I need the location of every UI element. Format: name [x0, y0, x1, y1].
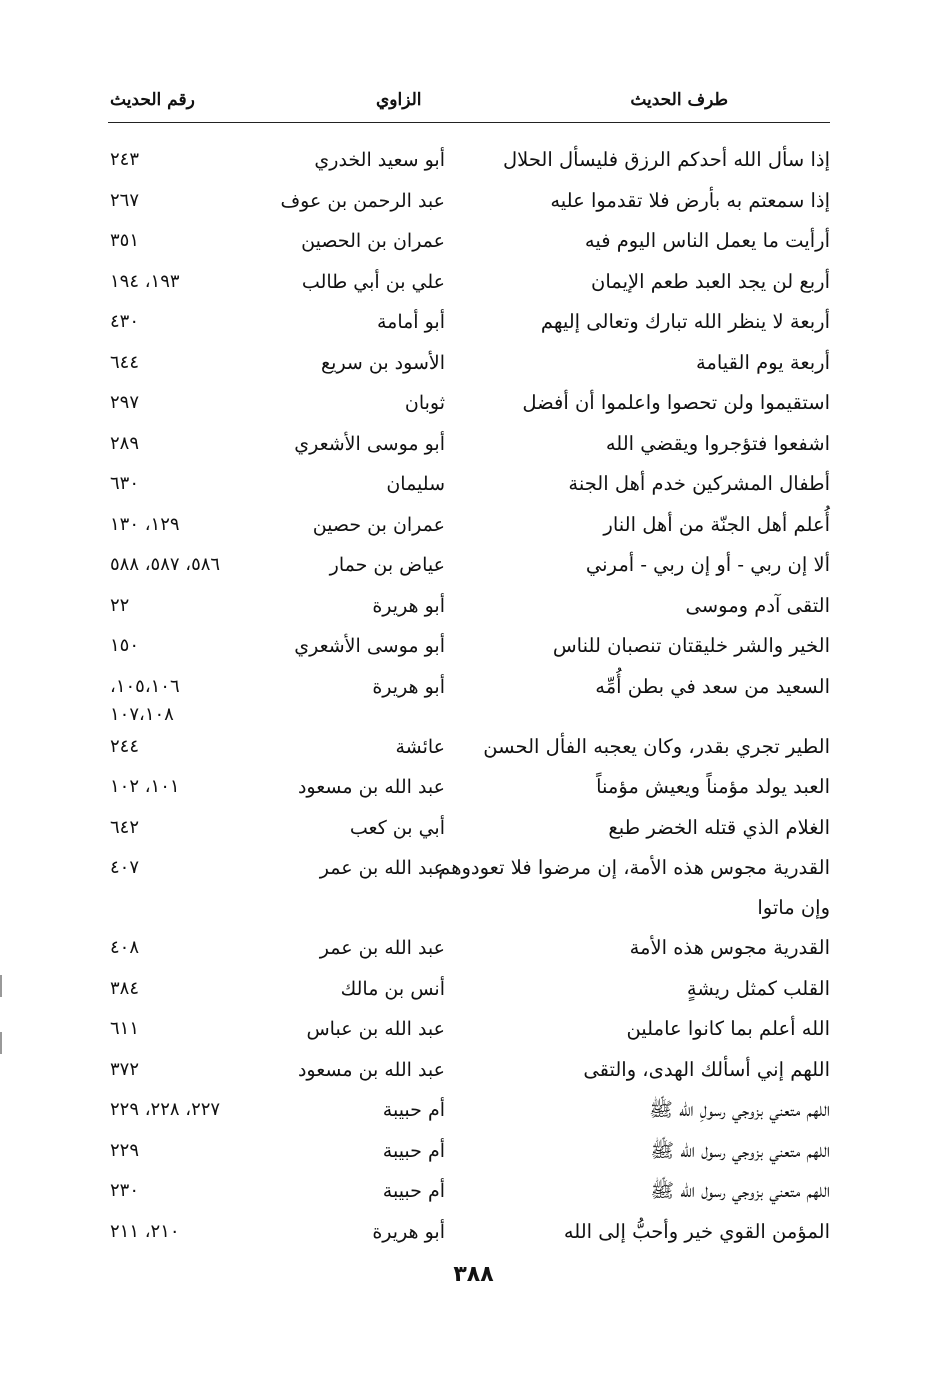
narrator-name: عبد الله بن مسعود [297, 1058, 445, 1081]
hadith-number: ٢٢٩ [110, 1139, 140, 1161]
hadith-text: أربعة يوم القيامة [695, 350, 830, 374]
narrator-name: أبو أمامة [376, 311, 445, 333]
table-row [108, 1090, 830, 1131]
table-row [108, 505, 830, 546]
table-row [108, 302, 830, 343]
hadith-text: المؤمن القوي خير وأحبُّ إلى الله [563, 1219, 830, 1243]
hadith-number: ١٩٣، ١٩٤ [110, 270, 180, 292]
narrator-name: عياض بن حمار [329, 554, 445, 576]
hadith-number: ٢٢ [110, 594, 130, 616]
scan-edge-mark [0, 975, 2, 997]
narrator-name: عبد الله بن عباس [306, 1018, 445, 1040]
hadith-number: ٤٣٠ [110, 311, 140, 332]
header-hadith: طرف الحديث [630, 90, 728, 110]
hadith-text: الطير تجري بقدر، وكان يعجبه الفأل الحسن [483, 734, 830, 758]
table-row [108, 1131, 830, 1172]
narrator-name: أبي بن كعب [349, 816, 445, 839]
hadith-number: ٢٤٣ [110, 149, 140, 170]
narrator-name: أبو موسى الأشعري [294, 432, 445, 455]
narrator-name: علي بن أبي طالب [301, 270, 445, 293]
hadith-number: ٦١١ [110, 1018, 140, 1039]
hadith-number: ٢٨٩ [110, 432, 140, 454]
hadith-text: أربع لن يجد العبد طعم الإيمان [591, 269, 830, 293]
table-row [108, 424, 830, 465]
hadith-text: ألا إن ربي - أو إن ربي - أمرني [585, 553, 830, 576]
hadith-number: ١٥٠ [110, 635, 140, 656]
table-row [108, 667, 830, 727]
narrator-name: عمران بن الحصين [301, 230, 445, 252]
table-row [108, 848, 830, 928]
narrator-name: أبو هريرة [372, 1220, 445, 1243]
hadith-number: ٦٤٤ [110, 351, 140, 373]
table-row [108, 343, 830, 384]
hadith-number: ٦٤٢ [110, 816, 140, 838]
hadith-number: ٤٠٨ [110, 937, 140, 958]
table-row [108, 1009, 830, 1050]
table-row [108, 464, 830, 505]
hadith-number: ٣٨٤ [110, 977, 140, 999]
hadith-number: ٢١٠، ٢١١ [110, 1220, 180, 1242]
narrator-name: أبو موسى الأشعري [294, 635, 445, 657]
header-number: رقم الحديث [110, 90, 195, 110]
table-row [108, 928, 830, 969]
hadith-text: الله أعلم بما كانوا عاملين [626, 1017, 830, 1040]
hadith-number: ٤٠٧ [110, 857, 140, 878]
table-row [108, 140, 830, 181]
table-row [108, 1171, 830, 1212]
hadith-text: إذا سأل الله أحدكم الرزق فليسأل الحلال [503, 148, 830, 171]
hadith-text: الخير والشر خليقتان تنصبان للناس [552, 634, 830, 657]
narrator-name: عمران بن حصين [312, 513, 445, 536]
table-row [108, 221, 830, 262]
hadith-text: التقى آدم وموسى [685, 593, 830, 617]
narrator-name: عبد الله بن عمر [319, 937, 445, 959]
table-row [108, 586, 830, 627]
hadith-text: إذا سمعتم به بأرض فلا تقدموا عليه [550, 188, 830, 212]
narrator-name: عائشة [395, 735, 445, 758]
hadith-number: ٢٤٤ [110, 735, 140, 757]
table-row [108, 262, 830, 303]
table-row [108, 808, 830, 849]
hadith-number: ١٠٥،١٠٦، ١٠٧،١٠٨ [110, 675, 180, 725]
hadith-number: ٢٢٧، ٢٢٨، ٢٢٩ [110, 1099, 221, 1120]
narrator-name: أم حبيبة [382, 1099, 445, 1121]
table-row [108, 969, 830, 1010]
hadith-text: استقيموا ولن تحصوا واعلموا أن أفضل [522, 391, 830, 414]
hadith-text: السعيد من سعد في بطن أُمِّه [595, 674, 830, 698]
table-row [108, 1050, 830, 1091]
narrator-name: أبو هريرة [372, 675, 445, 698]
hadith-number: ٥٨٦، ٥٨٧، ٥٨٨ [110, 554, 221, 575]
hadith-text: اللهم متعني بزوجي رسولِ الله ﷺ [649, 1098, 830, 1121]
header-narrator: الزاوي [376, 90, 422, 110]
hadith-number: ١٠١، ١٠٢ [110, 776, 180, 797]
narrator-name: أم حبيبة [382, 1180, 445, 1202]
table-row [108, 383, 830, 424]
table-row [108, 727, 830, 768]
narrator-name: عبد الله بن مسعود [297, 776, 445, 798]
hadith-index-table [108, 140, 830, 1252]
narrator-name: ثوبان [404, 392, 445, 414]
narrator-name: عبد الرحمن بن عوف [280, 189, 445, 212]
narrator-name: الأسود بن سريع [321, 351, 445, 374]
hadith-number: ١٢٩، ١٣٠ [110, 513, 180, 535]
narrator-name: سليمان [386, 473, 445, 495]
table-row [108, 181, 830, 222]
table-row [108, 626, 830, 667]
narrator-name: عبد الله بن عمر [319, 857, 445, 879]
hadith-text: القلب كمثل ريشةٍ [686, 976, 830, 1000]
hadith-text: أُعلم أهل الجنّة من أهل النار [603, 512, 830, 536]
hadith-number: ٦٣٠ [110, 473, 140, 494]
narrator-name: أم حبيبة [382, 1139, 445, 1162]
hadith-number: ٣٧٢ [110, 1058, 140, 1080]
hadith-text: اللهم إني أسألك الهدى، والتقى [583, 1057, 830, 1081]
narrator-name: أنس بن مالك [340, 977, 445, 1000]
table-row [108, 545, 830, 586]
hadith-number: ٢٣٠ [110, 1180, 140, 1201]
hadith-text: أرأيت ما يعمل الناس اليوم فيه [584, 229, 830, 252]
hadith-text: اللهم متعني بزوجي رسول الله ﷺ [650, 1138, 830, 1162]
hadith-text: الغلام الذي قتله الخضر طبع [608, 815, 830, 839]
narrator-name: أبو هريرة [372, 594, 445, 617]
hadith-text: اشفعوا فتؤجروا ويقضي الله [605, 431, 830, 455]
hadith-text: أربعة لا ينظر الله تبارك وتعالى إليهم [540, 310, 830, 333]
hadith-text: القدرية مجوس هذه الأمة [629, 936, 830, 959]
hadith-number: ٣٥١ [110, 230, 140, 251]
hadith-text: العبد يولد مؤمناً ويعيش مؤمناً [596, 775, 830, 798]
hadith-number: ٢٦٧ [110, 189, 140, 211]
hadith-text: اللهم متعني بزوجي رسول الله ﷺ [650, 1179, 830, 1202]
table-header [108, 88, 830, 123]
page-number: ٣٨٨ [453, 1262, 494, 1287]
hadith-number: ٢٩٧ [110, 392, 140, 413]
narrator-name: أبو سعيد الخدري [314, 149, 445, 171]
hadith-text: القدرية مجوس هذه الأمة، إن مرضوا فلا تعودوهم وإن ماتوا [438, 856, 830, 919]
table-row [108, 1212, 830, 1253]
hadith-text: أطفال المشركين خدم أهل الجنة [568, 472, 830, 495]
scan-edge-mark [0, 1032, 2, 1054]
table-row [108, 767, 830, 808]
